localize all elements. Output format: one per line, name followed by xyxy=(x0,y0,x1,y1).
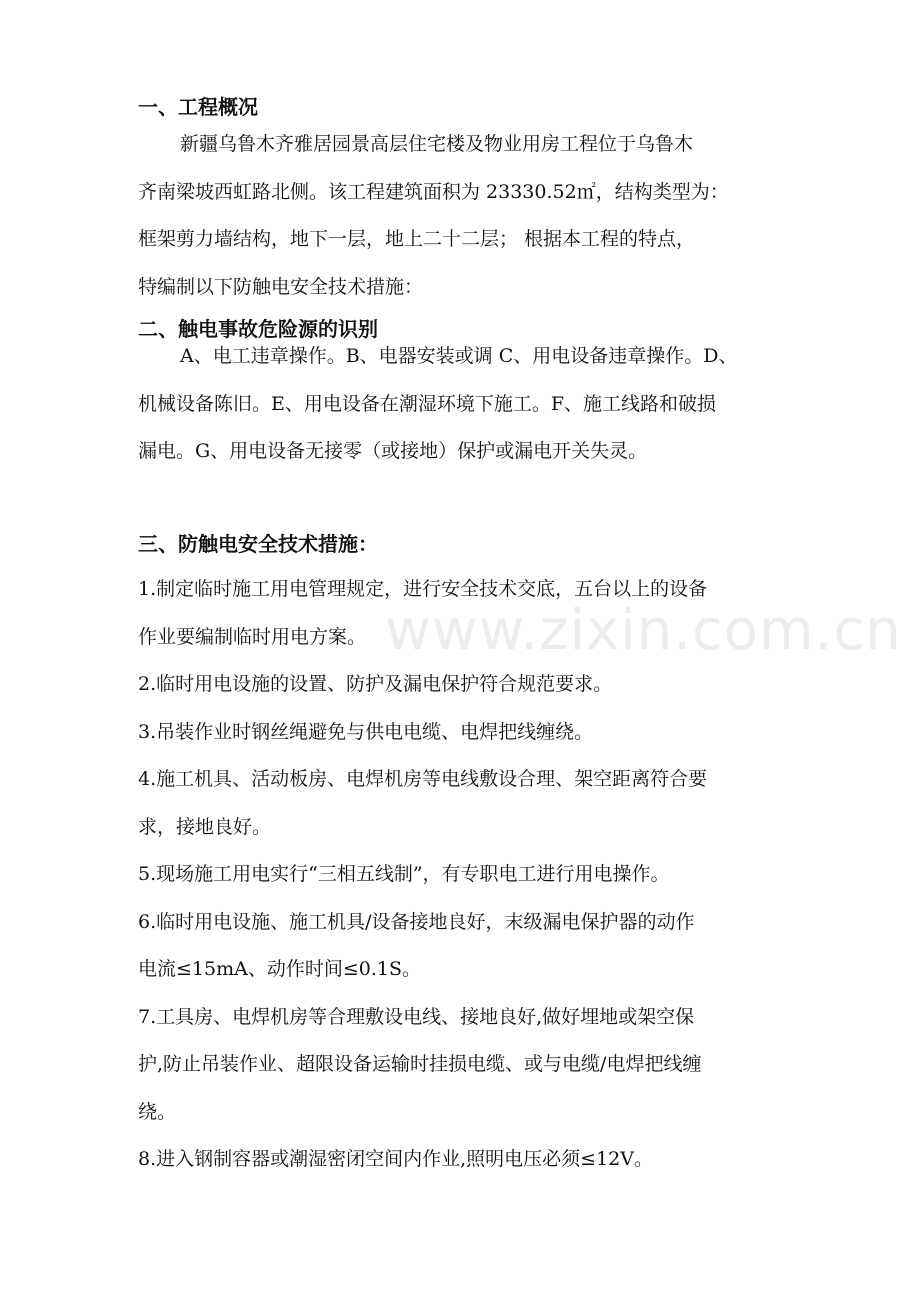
text-line: 新疆乌鲁木齐雅居园景高层住宅楼及物业用房工程位于乌鲁木 xyxy=(180,133,694,155)
text-line: 机械设备陈旧。E、用电设备在潮湿环境下施工。F、施工线路和破损 xyxy=(138,392,717,415)
list-item: 5.现场施工用电实行“三相五线制”，有专职电工进行用电操作。 xyxy=(138,863,670,885)
list-item: 3.吊装作业时钢丝绳避免与供电电缆、电焊把线缠绕。 xyxy=(138,720,594,743)
watermark: www.zixin.com.cn xyxy=(385,598,902,663)
list-item: 绕。 xyxy=(138,1100,177,1123)
overview-paragraph xyxy=(138,121,788,311)
list-item: 4.施工机具、活动板房、电焊机房等电线敷设合理、架空距离符合要 xyxy=(138,768,708,790)
list-item: 1.制定临时施工用电管理规定，进行安全技术交底，五台以上的设备 xyxy=(138,578,708,600)
list-item: 电流≤15mA、动作时间≤0.1S。 xyxy=(138,958,421,980)
text-line: A、电工违章操作。B、电器安装或调 C、用电设备违章操作。D、 xyxy=(180,345,738,367)
list-item: 7.工具房、电焊机房等合理敷设电线、接地良好,做好埋地或架空保 xyxy=(138,1005,695,1028)
list-item: 求，接地良好。 xyxy=(138,815,272,838)
list-item: 2.临时用电设施的设置、防护及漏电保护符合规范要求。 xyxy=(138,673,613,695)
hazards-paragraph xyxy=(138,333,788,476)
text-line: 框架剪力墙结构，地下一层，地上二十二层； 根据本工程的特点， xyxy=(138,228,696,250)
list-item: 护,防止吊装作业、超限设备运输时挂损电缆、或与电缆/电焊把线缠 xyxy=(138,1053,702,1075)
text-line: 特编制以下防触电安全技术措施： xyxy=(138,275,424,298)
list-item: 作业要编制临时用电方案。 xyxy=(138,625,367,648)
section-heading-measures: 三、防触电安全技术措施： xyxy=(138,532,378,556)
section-heading-overview: 一、工程概况 xyxy=(138,95,258,119)
section-heading-hazards: 二、触电事故危险源的识别 xyxy=(138,317,378,341)
text-line: 漏电。G、用电设备无接零（或接地）保护或漏电开关失灵。 xyxy=(138,440,648,462)
text-line: 齐南梁坡西虹路北侧。该工程建筑面积为 23330.52㎡，结构类型为： xyxy=(138,180,729,203)
list-item: 6.临时用电设施、施工机具/设备接地良好，末级漏电保护器的动作 xyxy=(138,910,695,933)
list-item: 8.进入钢制容器或潮湿密闭空间内作业,照明电压必须≤12V。 xyxy=(138,1148,653,1170)
measures-list xyxy=(138,566,788,1184)
